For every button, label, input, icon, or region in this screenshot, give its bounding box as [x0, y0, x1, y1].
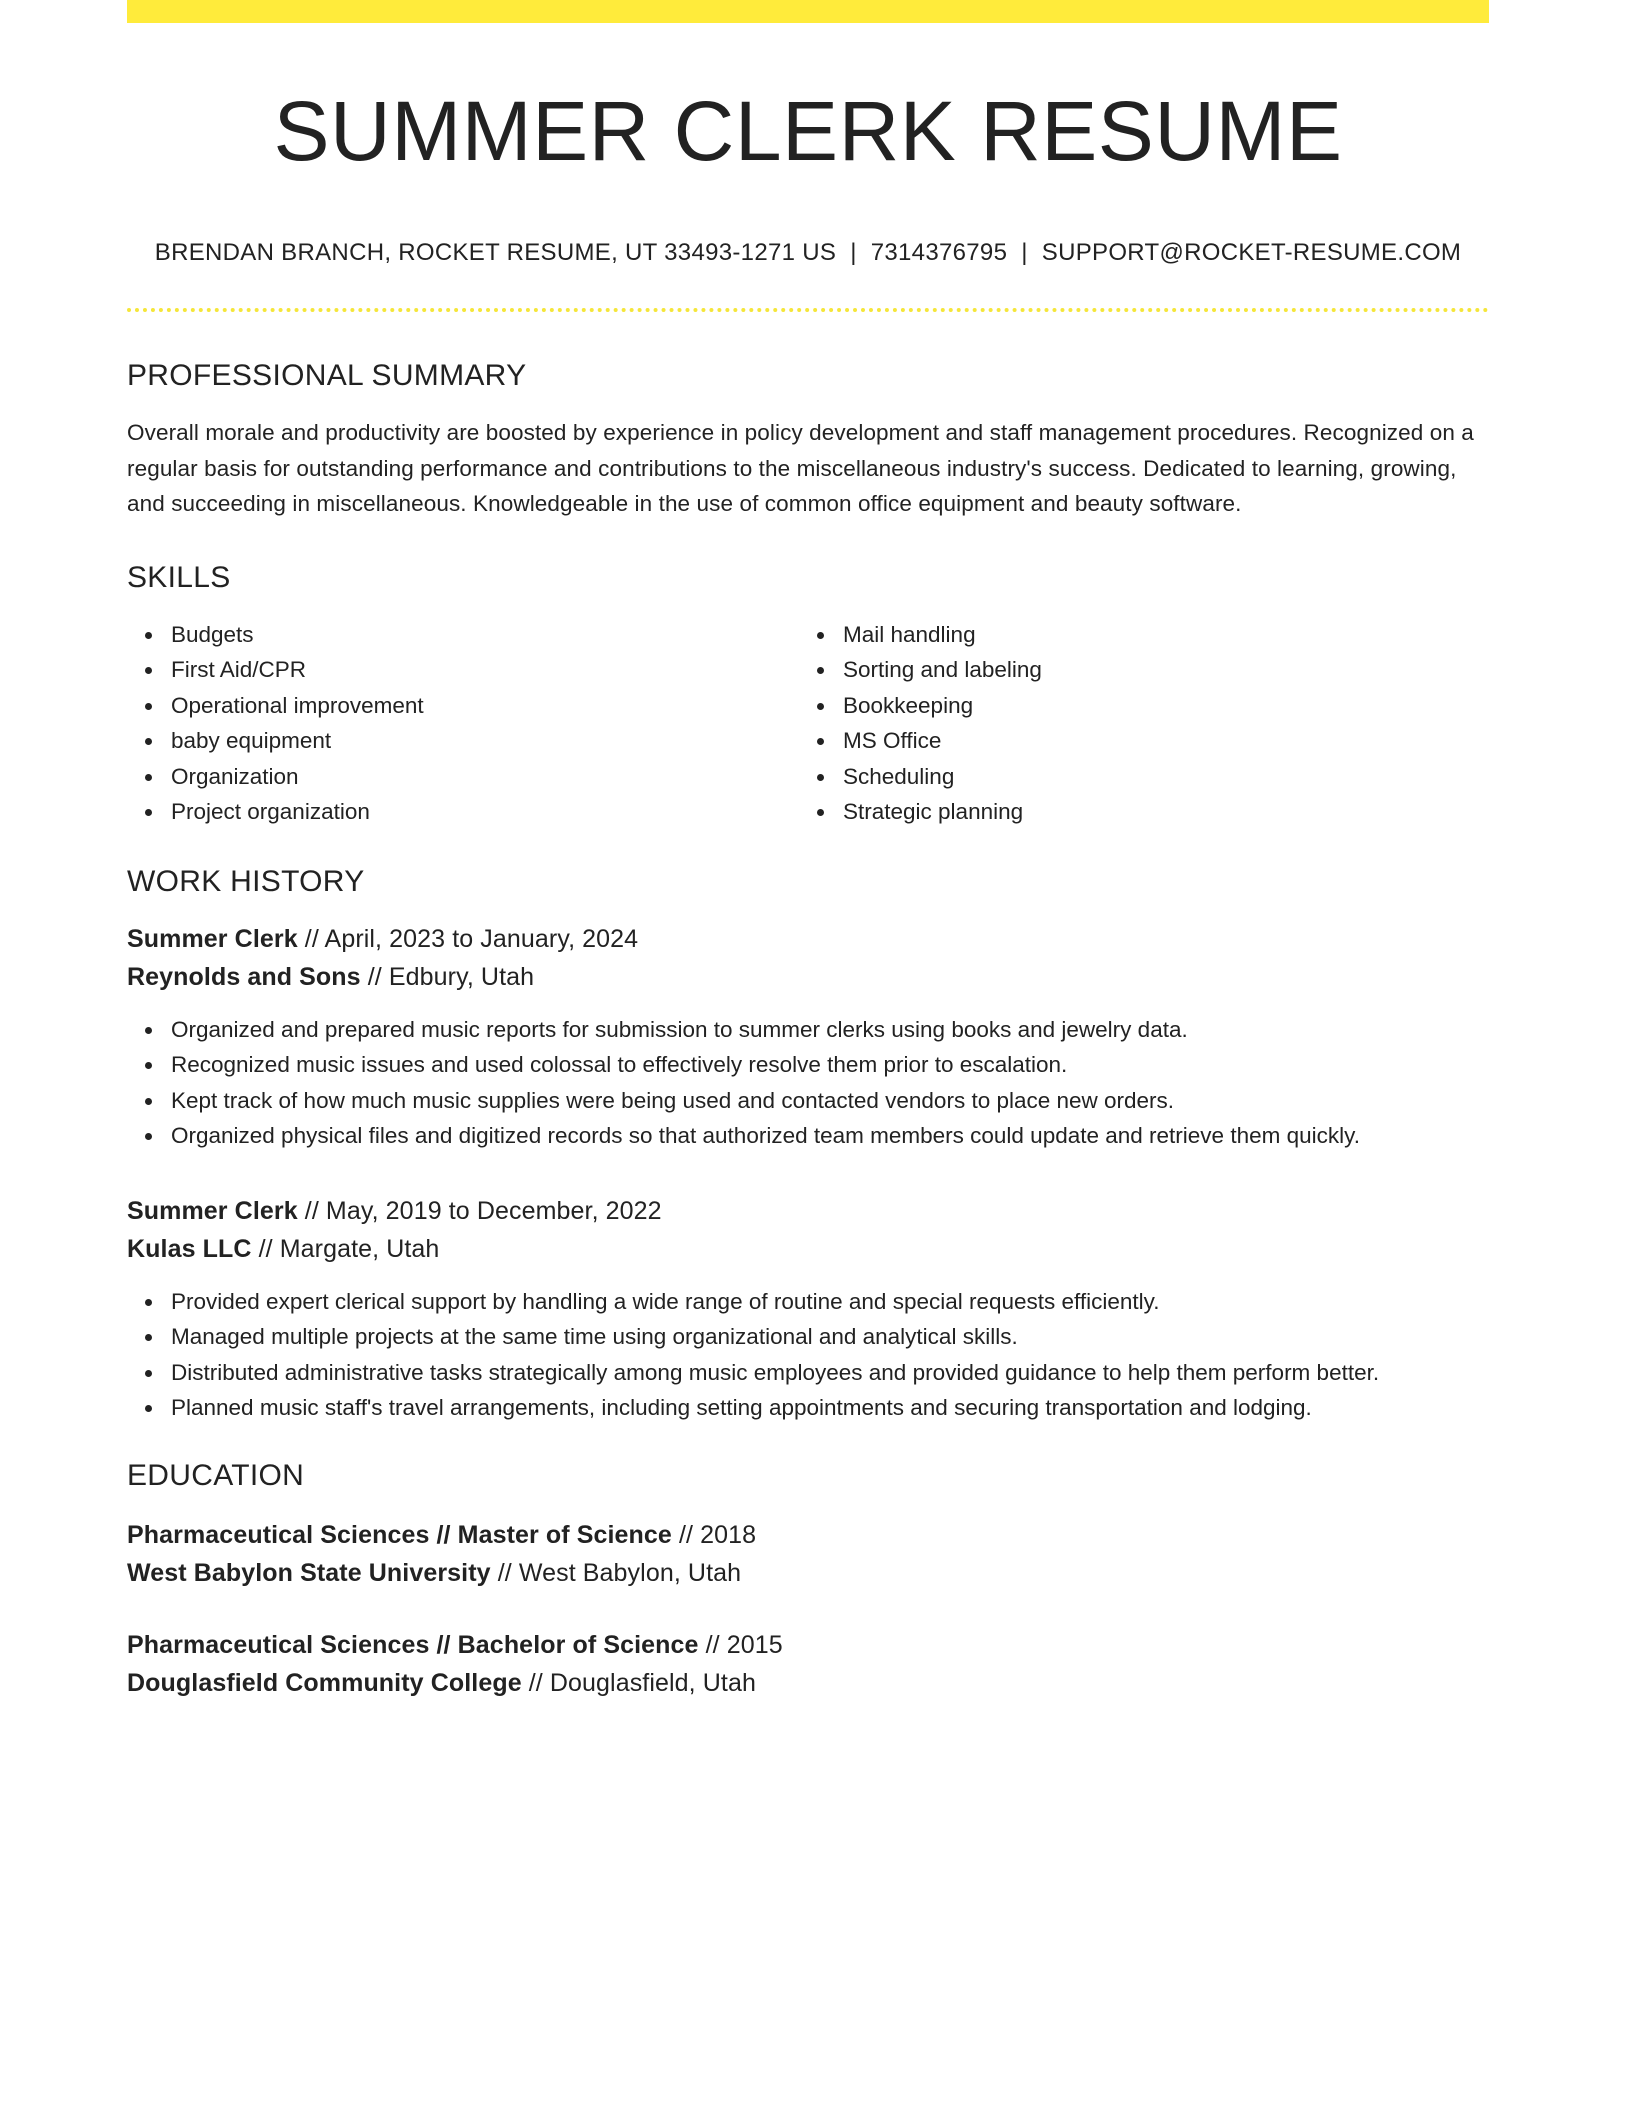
job-bullet: Provided expert clerical support by handling a wide range of routine and special requests efficiently.: [171, 1284, 1489, 1320]
education-year: // 2015: [698, 1630, 783, 1659]
education-location: // West Babylon, Utah: [490, 1558, 742, 1587]
job-entry: [127, 920, 1489, 1154]
skills-heading: SKILLS: [127, 560, 231, 594]
skills-column-right: [799, 617, 1471, 830]
job-location: // Margate, Utah: [251, 1234, 440, 1263]
job-bullet: Recognized music issues and used colossal to effectively resolve them prior to escalation.: [171, 1047, 1489, 1083]
skill-item: Scheduling: [843, 759, 1471, 795]
skills-list: [127, 617, 1489, 830]
education-school-line: [127, 1554, 1489, 1592]
education-year: // 2018: [671, 1520, 757, 1549]
job-bullet: Organized and prepared music reports for submission to summer clerks using books and jewelry data.: [171, 1012, 1489, 1048]
skill-item: Mail handling: [843, 617, 1471, 653]
job-title: Summer Clerk: [127, 1196, 298, 1225]
education-heading: EDUCATION: [127, 1458, 305, 1492]
job-company-line: [127, 958, 1489, 996]
education-degree-line: [127, 1516, 1489, 1554]
job-company-line: [127, 1230, 1489, 1268]
skill-item: MS Office: [843, 723, 1471, 759]
skill-item: Bookkeeping: [843, 688, 1471, 724]
contact-phone: 7314376795: [870, 239, 1008, 267]
job-title-line: [127, 920, 1489, 958]
contact-separator: |: [1021, 239, 1028, 267]
job-company: Kulas LLC: [127, 1234, 252, 1263]
education-location: // Douglasfield, Utah: [521, 1668, 756, 1697]
job-bullet: Planned music staff's travel arrangements, including setting appointments and securing transportation and lodging.: [171, 1390, 1489, 1426]
skills-column-left: [127, 617, 799, 830]
education-school-line: [127, 1664, 1489, 1702]
education-school: West Babylon State University: [127, 1558, 491, 1587]
job-title-line: [127, 1192, 1489, 1230]
job-company: Reynolds and Sons: [127, 962, 361, 991]
education-entry: [127, 1626, 1489, 1702]
education-entry: [127, 1516, 1489, 1592]
job-title: Summer Clerk: [127, 924, 298, 953]
job-dates: // May, 2019 to December, 2022: [297, 1196, 662, 1225]
contact-separator: |: [850, 239, 857, 267]
work-history-heading: WORK HISTORY: [127, 864, 365, 898]
job-bullets: [127, 1284, 1489, 1426]
accent-bar: [127, 0, 1489, 23]
education-school: Douglasfield Community College: [127, 1668, 522, 1697]
contact-address: BRENDAN BRANCH, ROCKET RESUME, UT 33493-1271 US: [154, 239, 837, 267]
job-bullet: Distributed administrative tasks strategically among music employees and provided guidance to help them perform better.: [171, 1355, 1489, 1391]
job-bullet: Managed multiple projects at the same time using organizational and analytical skills.: [171, 1319, 1489, 1355]
education-degree: Pharmaceutical Sciences // Bachelor of Science: [127, 1630, 699, 1659]
summary-heading: PROFESSIONAL SUMMARY: [127, 359, 527, 393]
job-location: // Edbury, Utah: [360, 962, 535, 991]
job-dates: // April, 2023 to January, 2024: [297, 924, 639, 953]
education-degree: Pharmaceutical Sciences // Master of Science: [127, 1520, 672, 1549]
header-divider: [127, 308, 1489, 312]
job-bullet: Kept track of how much music supplies were being used and contacted vendors to place new orders.: [171, 1083, 1489, 1119]
resume-title: SUMMER CLERK RESUME: [273, 84, 1343, 178]
skill-item: First Aid/CPR: [171, 652, 799, 688]
job-bullet: Organized physical files and digitized records so that authorized team members could update and retrieve them quickly.: [171, 1118, 1489, 1154]
skill-item: Strategic planning: [843, 794, 1471, 830]
education-degree-line: [127, 1626, 1489, 1664]
resume-page: [127, 0, 1489, 1702]
contact-line: [127, 239, 1489, 268]
skill-item: Budgets: [171, 617, 799, 653]
skill-item: Organization: [171, 759, 799, 795]
skill-item: Sorting and labeling: [843, 652, 1471, 688]
contact-email: SUPPORT@ROCKET-RESUME.COM: [1041, 239, 1462, 267]
job-bullets: [127, 1012, 1489, 1154]
skill-item: Project organization: [171, 794, 799, 830]
skill-item: Operational improvement: [171, 688, 799, 724]
job-entry: [127, 1192, 1489, 1426]
skill-item: baby equipment: [171, 723, 799, 759]
summary-text: Overall morale and productivity are boosted by experience in policy development and staff management procedures. Recognized on a regular basis for outstanding performance and contributions to the miscellaneous industry's success. Dedicated to learning, growing, and succeeding in miscellaneous. Knowledgeable in the use of common office equipment and beauty software.: [127, 420, 1474, 517]
